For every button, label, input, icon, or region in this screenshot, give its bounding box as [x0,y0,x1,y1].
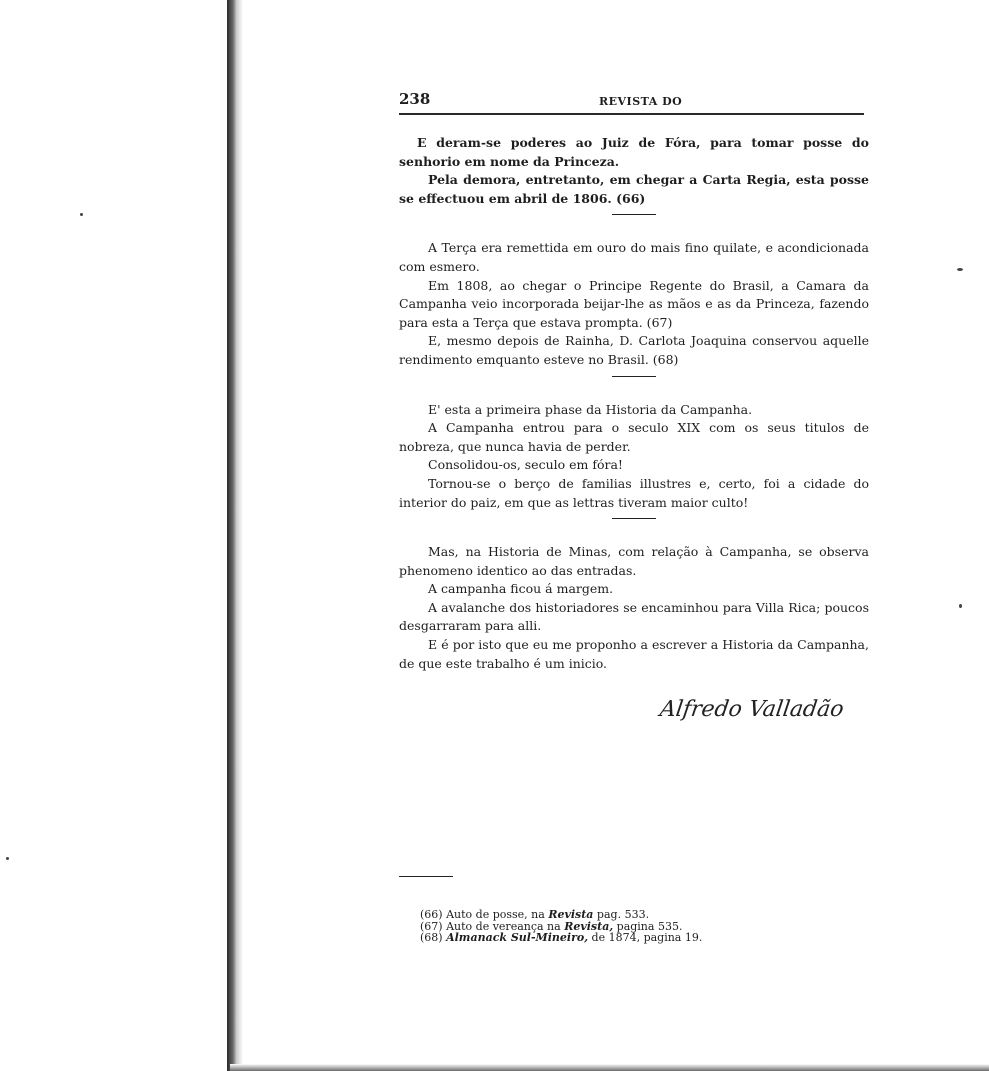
footnotes [420,909,702,944]
page-header [399,90,864,116]
paragraph: Consolidou-os, seculo em fóra! [428,457,623,473]
page-bottom-edge [230,1064,989,1071]
footnote-text: Auto de vereança na [446,919,565,933]
section-separator [612,376,656,377]
footnote-italic: Revista, [564,919,614,933]
footnote-number: (67) [420,919,443,933]
paragraph: E é por isto que eu me proponho a escrever a Historia da Campanha, de que este trabalho é um inicio. [399,637,869,671]
paragraph: E deram-se poderes ao Juiz de Fóra, para tomar posse do senhorio em nome da Princeza. [399,135,869,169]
footnote [420,932,702,944]
paragraph: Pela demora, entretanto, em chegar a Carta Regia, esta posse se effectuou em abril de 1806. (66) [399,172,869,206]
paragraph: E, mesmo depois de Rainha, D. Carlota Joaquina conservou aquelle rendimento emquanto esteve no Brasil. (68) [399,333,869,367]
footnote-number: (66) [420,908,443,921]
paragraph: A campanha ficou á margem. [428,581,614,597]
paragraph: Tornou-se o berço de familias illustres e, certo, foi a cidade do interior do paiz, em que as lettras tiveram maior culto! [399,475,869,510]
footnote-italic: Revista [548,908,594,921]
scan-speck [80,213,83,216]
paragraph: E' esta a primeira phase da Historia da Campanha. [428,401,753,417]
header-rule [399,113,864,115]
footnote-rule [399,876,453,877]
body-text [399,134,869,673]
footnote-number: (68) [420,931,443,944]
paragraph: A Campanha entrou para o seculo XIX com os seus titulos de nobreza, que nunca havia de perder. [399,420,869,454]
scan-speck [959,604,962,608]
running-head: REVISTA DO [599,95,683,108]
section-separator [612,214,656,215]
paragraph: Mas, na Historia de Minas, com relação à Campanha, se observa phenomeno identico ao das entradas. [399,544,869,578]
paragraph: Em 1808, ao chegar o Principe Regente do Brasil, a Camara da Campanha veio incorporada beijar-lhe as mãos e as da Princeza, fazendo para esta a Terça que estava prompta. (67) [399,277,869,330]
footnote-italic: Almanack Sul-Mineiro, [446,931,589,944]
gutter-shadow [237,0,243,1071]
scan-speck [957,268,963,271]
footnote-text: pagina 535. [613,919,683,933]
paragraph: A avalanche dos historiadores se encaminhou para Villa Rica; poucos desgarraram para alli. [399,599,869,634]
book-gutter [227,0,237,1071]
scan-speck [6,857,9,860]
footnote-text: Auto de posse, na [446,908,549,921]
footnote-text: pag. 533. [593,908,650,921]
author-signature: Alfredo Valladão [658,697,846,722]
footnote-text: de 1874, pagina 19. [588,931,703,944]
section-separator [612,518,656,519]
paragraph: A Terça era remettida em ouro do mais fino quilate, e acondicionada com esmero. [399,240,869,274]
page-number: 238 [399,90,431,108]
